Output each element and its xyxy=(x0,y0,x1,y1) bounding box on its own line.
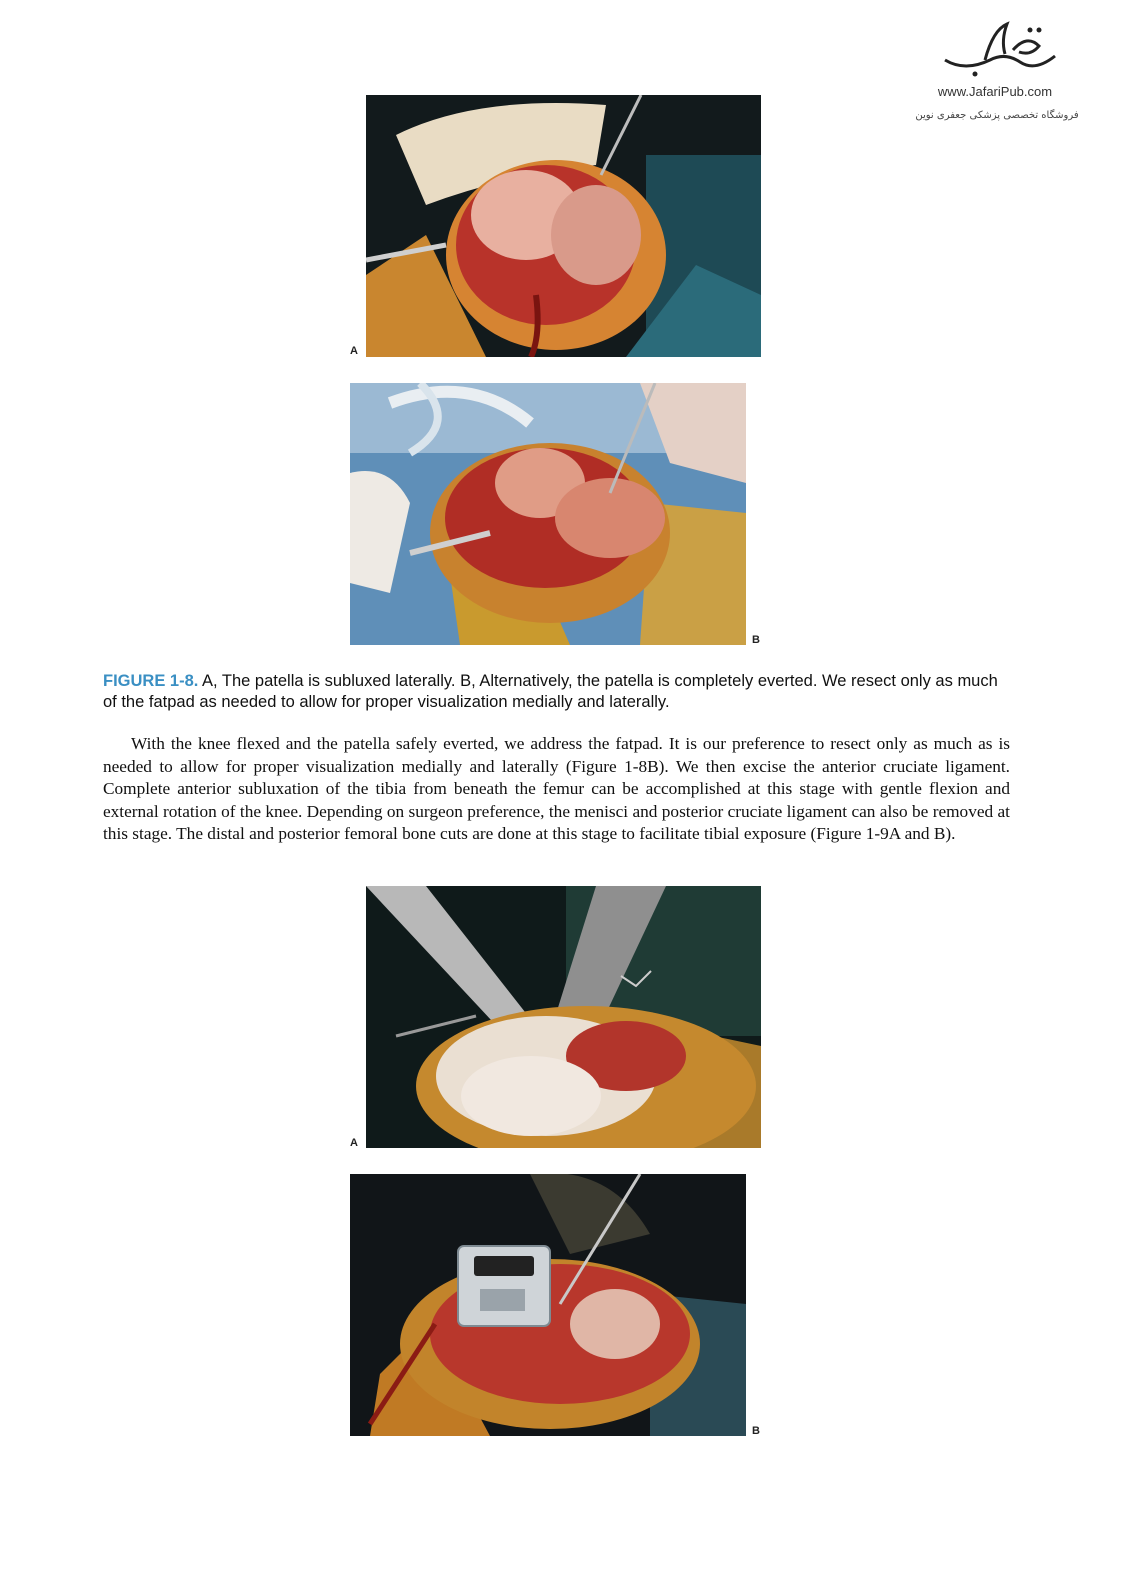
publisher-logo xyxy=(915,20,1095,130)
logo-tagline: فروشگاه تخصصی پزشکی جعفری نوین xyxy=(915,110,1079,121)
body-paragraph: With the knee flexed and the patella safely everted, we address the fatpad. It is our preference to resect only as much as is needed to allow for proper visualization medially and laterally (Figure 1-8B). We then excise the anterior cruciate ligament. Complete anterior subluxation of the tibia from beneath the femur can be accomplished at this stage with gentle flexion and external rotation of the knee. Depending on surgeon preference, the menisci and posterior cruciate ligament can also be removed at this stage. The distal and posterior femoral bone cuts are done at this stage to facilitate tibial exposure (Figure 1-9A and B). xyxy=(103,734,1010,843)
surgical-photo-1-8b xyxy=(350,383,746,645)
surgical-photo-1-8a xyxy=(366,95,761,357)
surgical-photo-1-9a xyxy=(366,886,761,1148)
figure-number: FIGURE 1-8. xyxy=(103,672,199,690)
figure-1-8-panel-a-label: A xyxy=(350,345,358,357)
figure-1-9-panel-a-label: A xyxy=(350,1137,358,1149)
figure-1-8-panel-b-label: B xyxy=(752,634,760,646)
surgical-photo-1-9b xyxy=(350,1174,746,1436)
figure-1-9-panel-b-label: B xyxy=(752,1425,760,1437)
calligraphy-logo-icon xyxy=(935,20,1065,82)
figure-1-8-caption xyxy=(103,671,1013,713)
logo-url: www.JafariPub.com xyxy=(937,84,1053,99)
caption-text: A, The patella is subluxed laterally. B, Alternatively, the patella is completely everted. We resect only as much of the fatpad as needed to allow for proper visualization medially and laterally. xyxy=(103,672,998,711)
